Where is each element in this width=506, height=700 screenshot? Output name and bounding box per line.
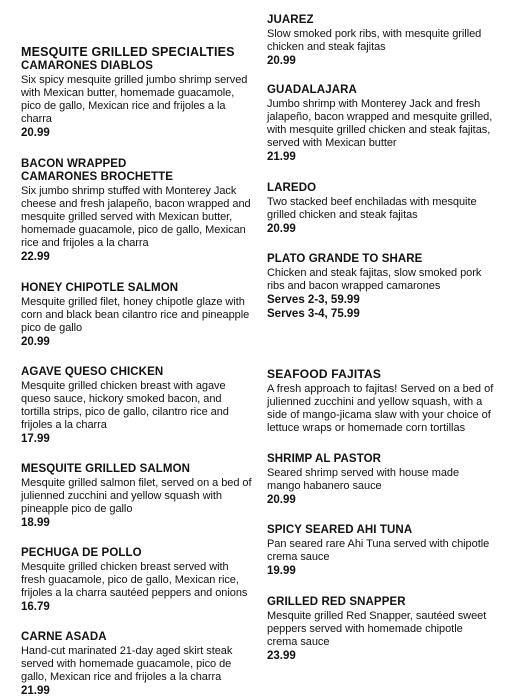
- menu-item-laredo: [267, 182, 495, 236]
- menu-item-price-group: [267, 293, 495, 321]
- menu-item-description: Hand-cut marinated 21-day aged skirt steak served with homemade guacamole, pico de gallo, Mexican rice and frijoles a la charra: [21, 645, 233, 683]
- menu-item-guadalajara: [267, 84, 495, 164]
- menu-item-price: 20.99: [21, 336, 50, 348]
- menu-item-description: Mesquite grilled filet, honey chipotle glaze with corn and black bean cilantro rice and pineapple pico de gallo: [21, 296, 250, 334]
- menu-item-description: Six jumbo shrimp stuffed with Monterey Jack cheese and fresh jalapeño, bacon wrapped and mesquite grilled served with Mexican butter, homemade guacamole, pico de gallo, Mexican rice and frijoles a la charra: [21, 185, 251, 249]
- menu-item-name: CAMARONES DIABLOS: [21, 60, 154, 72]
- right-menu-column: [267, 0, 495, 700]
- menu-item-description: Mesquite grilled chicken breast served with fresh guacamole, pico de gallo, Mexican rice, frijoles a la charra sautéed peppers and onions: [21, 561, 248, 599]
- menu-item-price: 23.99: [267, 650, 296, 662]
- menu-item-mesquite-grilled-salmon: [21, 463, 253, 530]
- menu-item-name: AGAVE QUESO CHICKEN: [21, 366, 164, 378]
- menu-item-plato-grande-to-share: [267, 253, 495, 321]
- menu-item-grilled-red-snapper: [267, 596, 495, 663]
- menu-item-price: 22.99: [21, 251, 50, 263]
- section-title: MESQUITE GRILLED SPECIALTIES: [21, 45, 235, 59]
- menu-item-name: CARNE ASADA: [21, 631, 107, 643]
- menu-item-price: 21.99: [21, 685, 50, 697]
- menu-item-agave-queso-chicken: [21, 366, 253, 446]
- menu-item-name: SHRIMP AL PASTOR: [267, 453, 382, 465]
- menu-item-name: SPICY SEARED AHI TUNA: [267, 524, 413, 536]
- menu-item-price: 16.79: [21, 601, 50, 613]
- menu-item-description: Jumbo shrimp with Monterey Jack and fresh jalapeño, bacon wrapped and mesquite grilled, with mesquite grilled chicken and steak fajitas, served with Mexican butter: [267, 98, 493, 149]
- menu-item-camarones-diablos: [21, 60, 253, 140]
- section-mesquite-grilled-specialties: [21, 45, 253, 61]
- menu-item-description: Mesquite grilled Red Snapper, sautéed sweet peppers served with homemade chipotle crema sauce: [267, 610, 487, 648]
- left-menu-column: [21, 0, 253, 700]
- menu-item-price: 21.99: [267, 151, 296, 163]
- menu-item-price: 20.99: [267, 223, 296, 235]
- menu-item-name: GRILLED RED SNAPPER: [267, 596, 406, 608]
- menu-item-price: 18.99: [21, 517, 50, 529]
- menu-item-carne-asada: [21, 631, 253, 698]
- menu-item-honey-chipotle-salmon: [21, 282, 253, 349]
- menu-item-description: Chicken and steak fajitas, slow smoked pork ribs and bacon wrapped camarones: [267, 267, 482, 292]
- menu-item-price: 20.99: [21, 127, 50, 139]
- menu-item-name: PLATO GRANDE TO SHARE: [267, 253, 423, 265]
- menu-item-description: Mesquite grilled chicken breast with agave queso sauce, hickory smoked bacon, and tortilla strips, pico de gallo, cilantro rice and frijoles a la charra: [21, 380, 229, 431]
- menu-item-price-serves-2-3: Serves 2-3, 59.99: [267, 294, 360, 306]
- menu-item-name: HONEY CHIPOTLE SALMON: [21, 282, 179, 294]
- menu-item-bacon-wrapped-camarones-brochette: [21, 158, 253, 264]
- menu-item-price: 19.99: [267, 565, 296, 577]
- section-title: SEAFOOD FAJITAS: [267, 367, 382, 381]
- menu-item-description: Slow smoked pork ribs, with mesquite grilled chicken and steak fajitas: [267, 28, 482, 53]
- menu-item-pechuga-de-pollo: [21, 547, 253, 614]
- menu-item-name: GUADALAJARA: [267, 84, 357, 96]
- section-seafood-fajitas: [267, 367, 495, 435]
- menu-item-description: Two stacked beef enchiladas with mesquite grilled chicken and steak fajitas: [267, 196, 477, 221]
- menu-item-name: MESQUITE GRILLED SALMON: [21, 463, 191, 475]
- menu-item-price: 17.99: [21, 433, 50, 445]
- section-intro: A fresh approach to fajitas! Served on a bed of julienned zucchini and yellow squash, with a side of mango-jicama slaw with your choice of lettuce wraps or homemade corn tortillas: [267, 383, 494, 434]
- menu-item-description: Pan seared rare Ahi Tuna served with chipotle crema sauce: [267, 538, 490, 563]
- menu-item-name: PECHUGA DE POLLO: [21, 547, 142, 559]
- menu-item-description: Mesquite grilled salmon filet, served on a bed of julienned zucchini and yellow squash with pineapple pico de gallo: [21, 477, 252, 515]
- menu-item-description: Seared shrimp served with house made mango habanero sauce: [267, 467, 460, 492]
- menu-item-name: BACON WRAPPED CAMARONES BROCHETTE: [21, 158, 174, 183]
- menu-item-name: JUAREZ: [267, 14, 314, 26]
- menu-item-price: 20.99: [267, 55, 296, 67]
- menu-item-price-serves-3-4: Serves 3-4, 75.99: [267, 308, 360, 320]
- menu-item-name: LAREDO: [267, 182, 317, 194]
- menu-item-spicy-seared-ahi-tuna: [267, 524, 495, 578]
- menu-item-price: 20.99: [267, 494, 296, 506]
- menu-item-shrimp-al-pastor: [267, 453, 495, 507]
- menu-item-description: Six spicy mesquite grilled jumbo shrimp served with Mexican butter, homemade guacamole, pico de gallo, Mexican rice and frijoles a la charra: [21, 74, 248, 125]
- menu-item-juarez: [267, 14, 495, 68]
